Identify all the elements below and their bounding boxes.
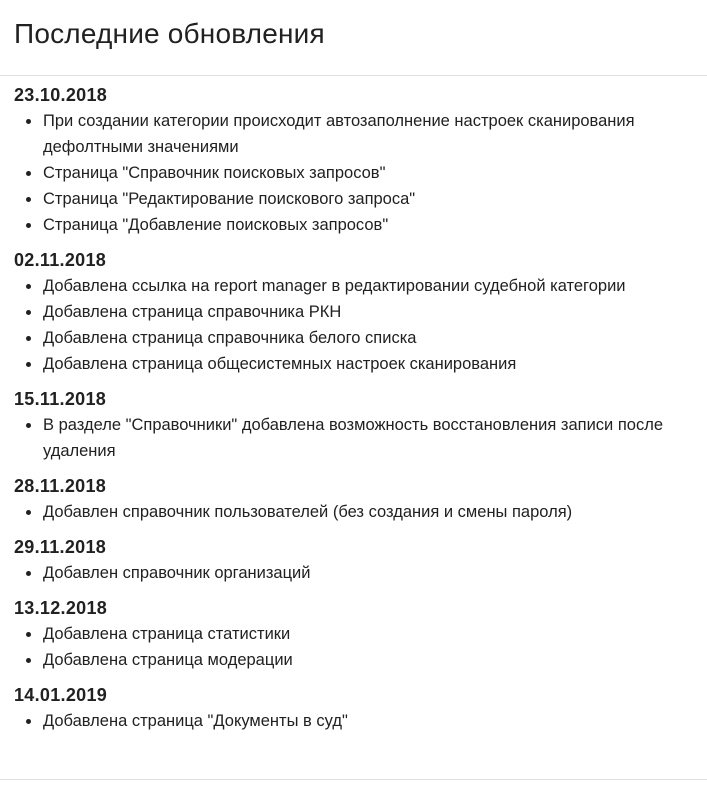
list-item-text: Добавлена страница справочника белого списка — [43, 329, 417, 347]
list-item-text: Добавлена страница модерации — [43, 651, 293, 669]
update-items — [14, 108, 697, 238]
bullet-icon — [26, 310, 31, 315]
update-date: 15.11.2018 — [14, 389, 107, 409]
bullet-icon — [26, 632, 31, 637]
update-date: 13.12.2018 — [14, 598, 108, 618]
update-date: 28.11.2018 — [14, 476, 107, 496]
update-date: 23.10.2018 — [14, 85, 108, 105]
update-items — [14, 560, 697, 586]
bullet-icon — [26, 284, 31, 289]
list-item-text: Добавлен справочник организаций — [43, 564, 311, 582]
list-item — [14, 560, 697, 586]
bullet-icon — [26, 197, 31, 202]
list-item — [14, 647, 697, 673]
list-item-text: Страница "Редактирование поискового запроса" — [43, 190, 416, 208]
bullet-icon — [26, 336, 31, 341]
list-item-text: Добавлена страница справочника РКН — [43, 303, 342, 321]
list-item — [14, 212, 697, 238]
update-entry — [14, 386, 697, 464]
update-items — [14, 621, 697, 673]
list-item — [14, 621, 697, 647]
list-item-text: В разделе "Справочники" добавлена возможность восстановления записи после удаления — [43, 416, 664, 460]
bullet-icon — [26, 719, 31, 724]
list-item — [14, 325, 697, 351]
list-item — [14, 108, 697, 160]
updates-list[interactable] — [0, 76, 707, 734]
list-item — [14, 351, 697, 377]
list-item-text: Страница "Добавление поисковых запросов" — [43, 216, 389, 234]
list-item — [14, 499, 697, 525]
bottom-divider — [0, 779, 707, 780]
list-item-text: При создании категории происходит автозаполнение настроек сканирования дефолтными значениями — [43, 112, 635, 156]
bullet-icon — [26, 510, 31, 515]
bullet-icon — [26, 423, 31, 428]
bullet-icon — [26, 571, 31, 576]
list-item-text: Добавлен справочник пользователей (без создания и смены пароля) — [43, 503, 573, 521]
update-items — [14, 499, 697, 525]
update-entry — [14, 247, 697, 377]
update-entry — [14, 682, 697, 734]
list-item — [14, 160, 697, 186]
update-entry — [14, 595, 697, 673]
update-entry — [14, 534, 697, 586]
list-item — [14, 708, 697, 734]
update-entry — [14, 82, 697, 238]
page-header — [0, 0, 707, 76]
list-item-text: Добавлена страница статистики — [43, 625, 291, 643]
list-item-text: Добавлена ссылка на report manager в редактировании судебной категории — [43, 277, 626, 295]
update-date: 14.01.2019 — [14, 685, 108, 705]
list-item — [14, 273, 697, 299]
bullet-icon — [26, 171, 31, 176]
page-title: Последние обновления — [14, 18, 325, 49]
update-items — [14, 273, 697, 377]
update-items — [14, 412, 697, 464]
bullet-icon — [26, 119, 31, 124]
bullet-icon — [26, 362, 31, 367]
bullet-icon — [26, 223, 31, 228]
list-item — [14, 299, 697, 325]
update-items — [14, 708, 697, 734]
list-item-text: Страница "Справочник поисковых запросов" — [43, 164, 386, 182]
update-date: 29.11.2018 — [14, 537, 107, 557]
list-item — [14, 412, 697, 464]
update-date: 02.11.2018 — [14, 250, 107, 270]
bullet-icon — [26, 658, 31, 663]
list-item-text: Добавлена страница "Документы в суд" — [43, 712, 348, 730]
update-entry — [14, 473, 697, 525]
list-item-text: Добавлена страница общесистемных настроек сканирования — [43, 355, 517, 373]
list-item — [14, 186, 697, 212]
